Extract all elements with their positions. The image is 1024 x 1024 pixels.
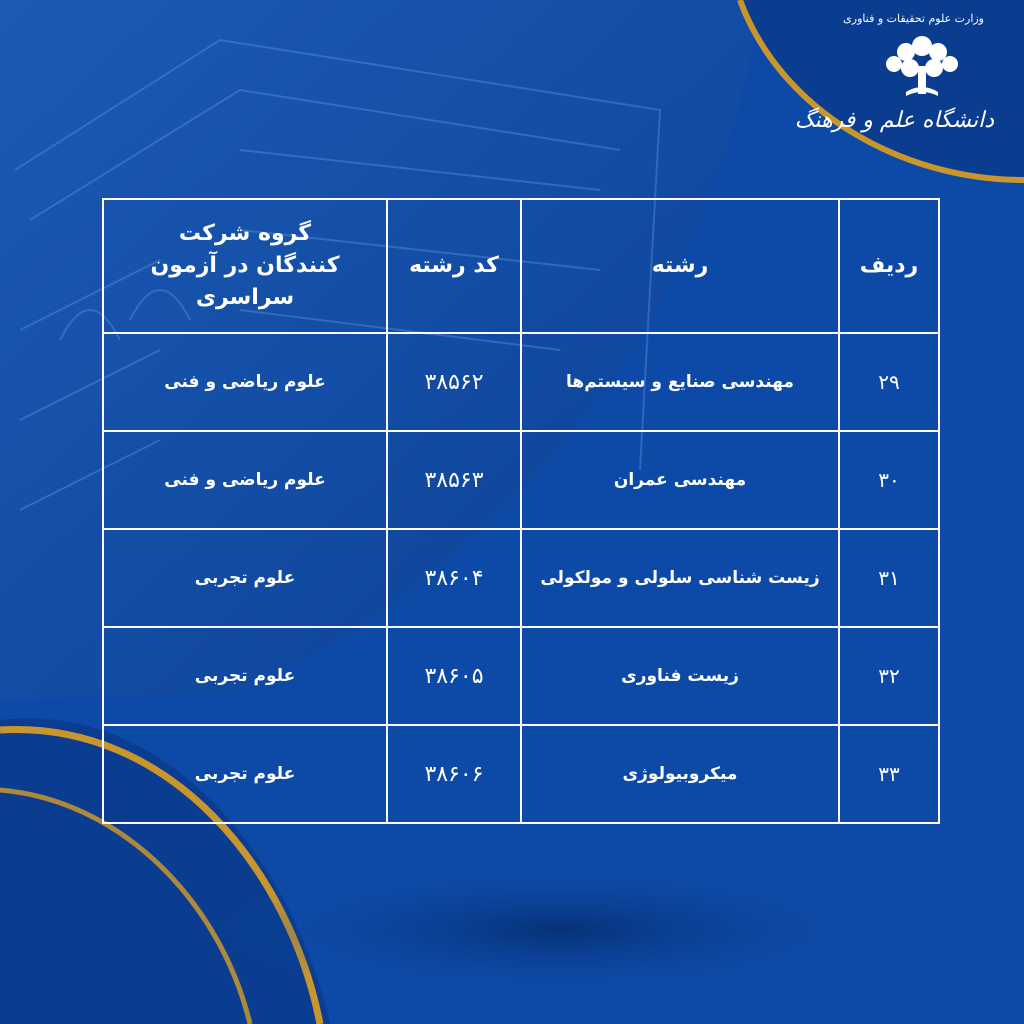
university-name: دانشگاه علم و فرهنگ [794,108,994,133]
table-row [103,725,939,823]
exam-group: علوم ریاضی و فنی [103,431,387,529]
header-row-number: ردیف [839,199,939,333]
major-name: مهندسی عمران [521,431,839,529]
row-number: ۳۱ [839,529,939,627]
flower-emblem-icon [882,30,962,106]
row-number: ۳۲ [839,627,939,725]
exam-group: علوم تجربی [103,725,387,823]
header-code: کد رشته [387,199,521,333]
table-row [103,627,939,725]
ministry-text: وزارت علوم تحقیقات و فناوری [843,12,984,25]
major-code: ۳۸۶۰۵ [387,627,521,725]
exam-group: علوم تجربی [103,627,387,725]
major-code: ۳۸۵۶۳ [387,431,521,529]
majors-table [102,198,940,824]
major-name: زیست شناسی سلولی و مولکولی [521,529,839,627]
major-name: میکروبیولوژی [521,725,839,823]
table-header-row [103,199,939,333]
header-major: رشته [521,199,839,333]
major-code: ۳۸۶۰۶ [387,725,521,823]
major-name: مهندسی صنایع و سیستم‌ها [521,333,839,431]
header-group: گروه شرکت کنندگان در آزمون سراسری [103,199,387,333]
row-number: ۳۰ [839,431,939,529]
row-number: ۲۹ [839,333,939,431]
table-row [103,431,939,529]
table-row [103,333,939,431]
exam-group: علوم ریاضی و فنی [103,333,387,431]
major-code: ۳۸۶۰۴ [387,529,521,627]
row-number: ۳۳ [839,725,939,823]
exam-group: علوم تجربی [103,529,387,627]
major-code: ۳۸۵۶۲ [387,333,521,431]
major-name: زیست فناوری [521,627,839,725]
table-row [103,529,939,627]
